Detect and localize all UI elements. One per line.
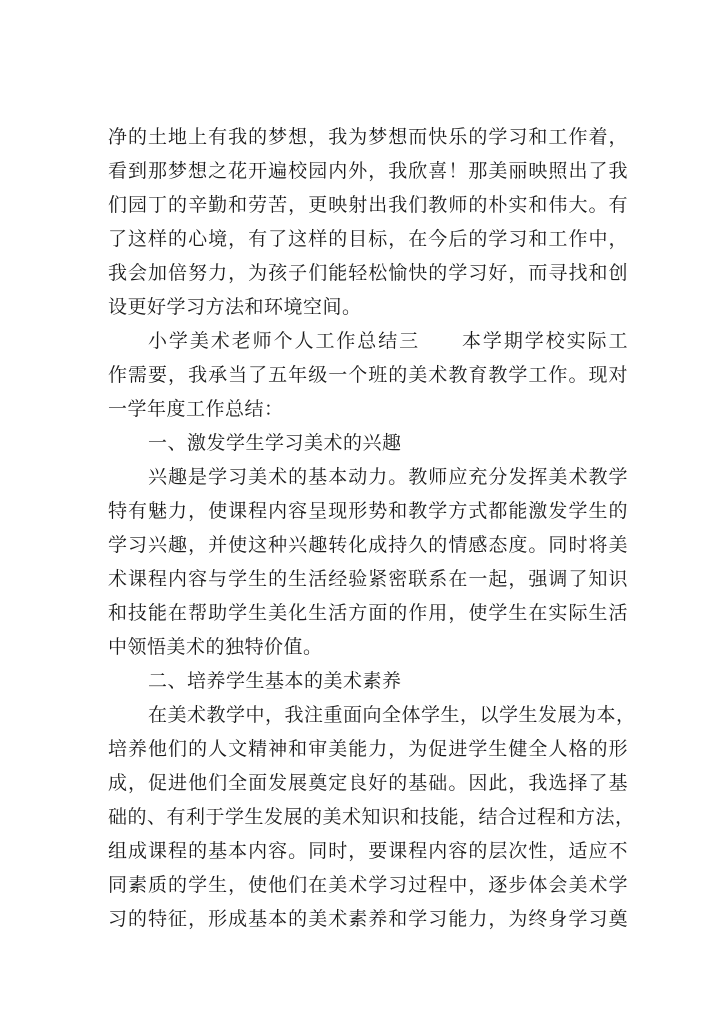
text-line: 特有魅力，使课程内容呈现形势和教学方式都能激发学生的	[108, 500, 628, 522]
text-line: 作需要，我承当了五年级一个班的美术教育教学工作。现对	[108, 364, 628, 386]
text-line: 中领悟美术的独特价值。	[108, 636, 323, 658]
text-line: 学习兴趣，并使这种兴趣转化成持久的情感态度。同时将美	[108, 534, 628, 556]
text-line: 培养他们的人文精神和审美能力，为促进学生健全人格的形	[108, 738, 628, 760]
text-line: 兴趣是学习美术的基本动力。教师应充分发挥美术教学	[148, 466, 628, 488]
text-line: 了这样的心境，有了这样的目标，在今后的学习和工作中，	[108, 228, 628, 250]
text-line: 看到那梦想之花开遍校园内外，我欣喜！那美丽映照出了我	[108, 160, 628, 182]
text-line: 一学年度工作总结：	[108, 398, 284, 420]
text-line: 同素质的学生，使他们在美术学习过程中，逐步体会美术学	[108, 874, 628, 896]
heading-line: 一、激发学生学习美术的兴趣	[148, 432, 402, 454]
heading-line: 二、培养学生基本的美术素养	[148, 670, 402, 692]
text-line: 和技能在帮助学生美化生活方面的作用，使学生在实际生活	[108, 602, 628, 624]
text-line: 习的特征，形成基本的美术素养和学习能力，为终身学习奠	[108, 908, 628, 930]
text-line: 我会加倍努力，为孩子们能轻松愉快的学习好，而寻找和创	[108, 262, 628, 284]
text-line: 设更好学习方法和环境空间。	[108, 296, 362, 318]
section-title-line: 小学美术老师个人工作总结三 本学期学校实际工	[148, 330, 628, 352]
text-line: 们园丁的辛勤和劳苦，更映射出我们教师的朴实和伟大。有	[108, 194, 628, 216]
text-line: 在美术教学中，我注重面向全体学生，以学生发展为本，	[148, 704, 636, 726]
text-line: 术课程内容与学生的生活经验紧密联系在一起，强调了知识	[108, 568, 628, 590]
text-line: 础的、有利于学生发展的美术知识和技能，结合过程和方法，	[108, 806, 635, 828]
text-line: 净的土地上有我的梦想，我为梦想而快乐的学习和工作着，	[108, 126, 628, 148]
text-line: 成，促进他们全面发展奠定良好的基础。因此，我选择了基	[108, 772, 628, 794]
text-line: 组成课程的基本内容。同时，要课程内容的层次性，适应不	[108, 840, 628, 862]
